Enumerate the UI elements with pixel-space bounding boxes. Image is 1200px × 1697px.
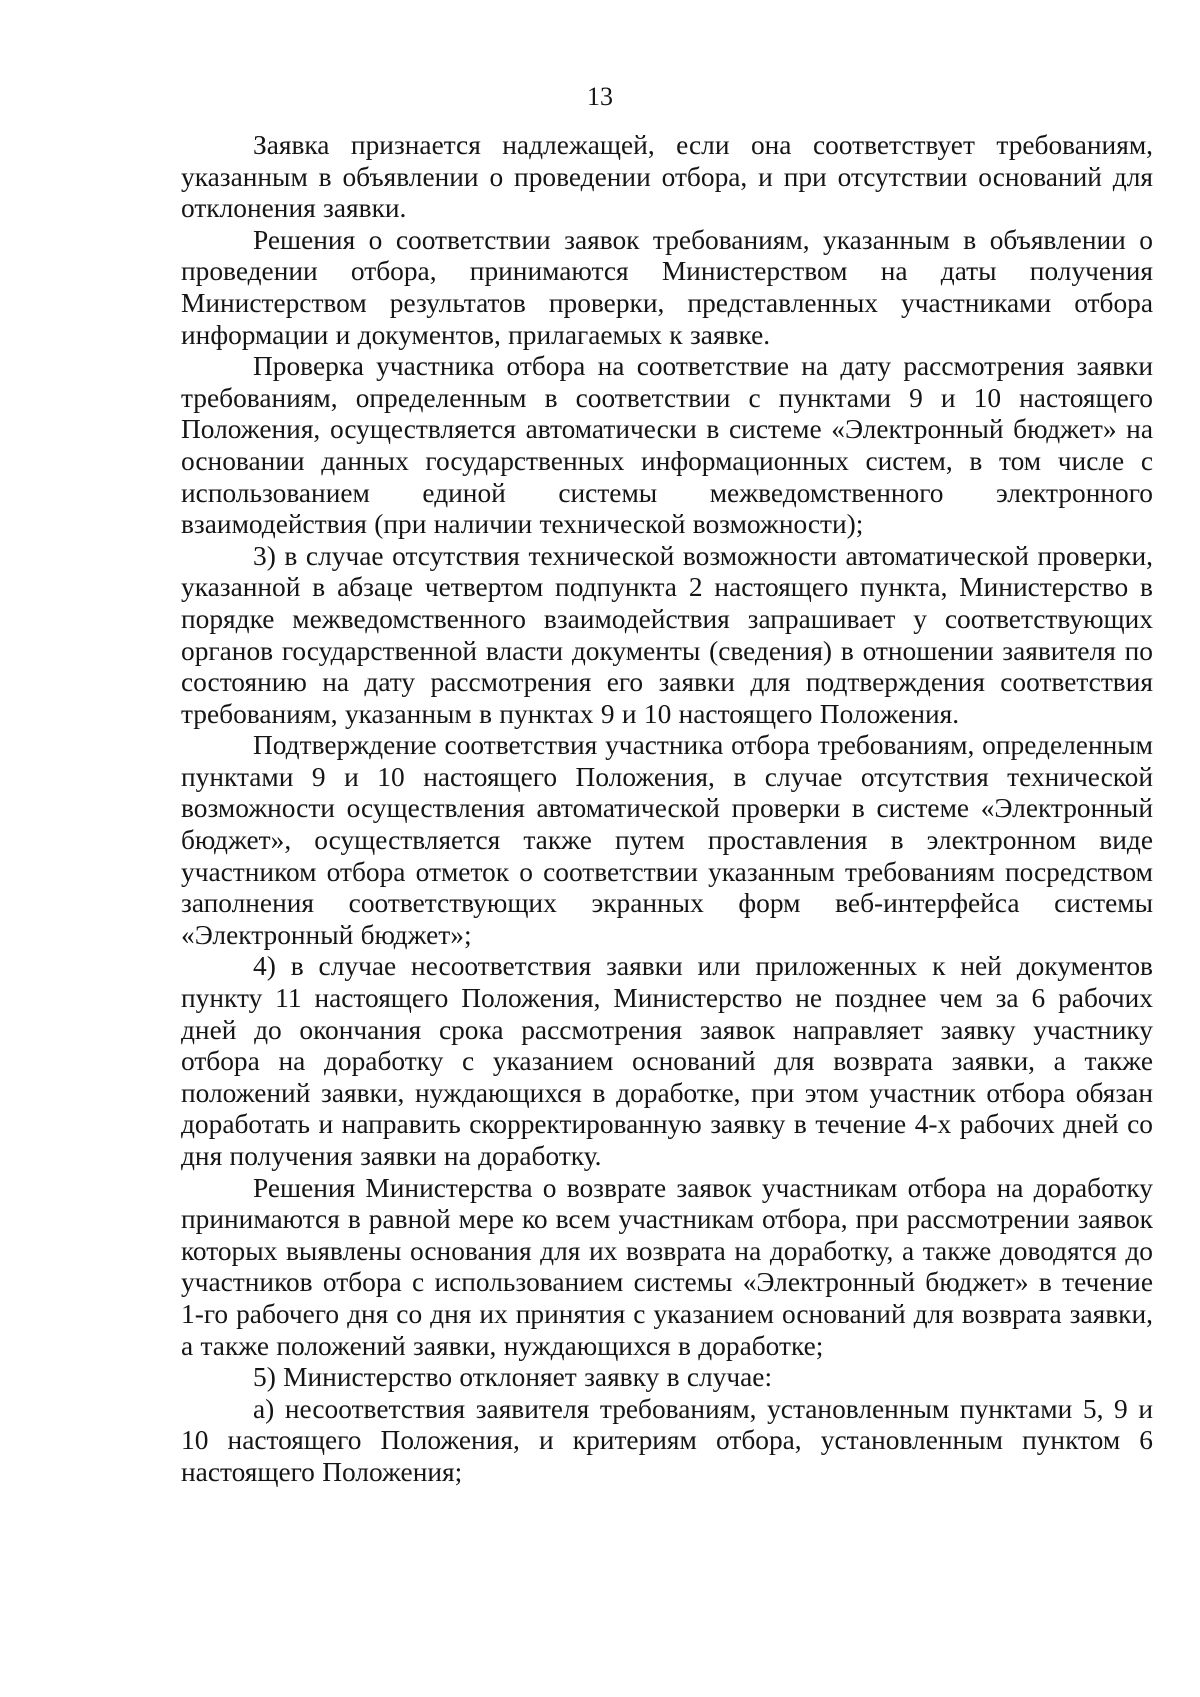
paragraph-return-decisions: Решения Министерства о возврате заявок участникам отбора на доработку принимаются в равной мере ко всем участникам отбора, при рассмотрении заявок которых выявлены основания для их возврата на доработку, а также доводятся до участников отбора с использованием системы «Электронный бюджет» в течение 1-го рабочего дня со дня их принятия с указанием оснований для возврата заявки, а также положений заявки, нуждающихся в доработке; — [181, 1172, 1153, 1361]
paragraph-item-4: 4) в случае несоответствия заявки или приложенных к ней документов пункту 11 настоящего Положения, Министерство не позднее чем за 6 рабочих дней до окончания срока рассмотрения заявок направляет заявку участнику отбора на доработку с указанием оснований для возврата заявки, а также положений заявки, нуждающихся в доработке, при этом участник отбора обязан доработать и направить скорректированную заявку в течение 4-х рабочих дней со дня получения заявки на доработку. — [181, 951, 1153, 1171]
paragraph-item-5: 5) Министерство отклоняет заявку в случае: — [253, 1362, 773, 1393]
paragraph-participant-check: Проверка участника отбора на соответствие на дату рассмотрения заявки требованиям, определенным в соответствии с пунктами 9 и 10 настоящего Положения, осуществляется автоматически в системе «Электронный бюджет» на основании данных государственных информационных систем, в том числе с использованием единой системы межведомственного электронного взаимодействия (при наличии технической возможности); — [181, 351, 1153, 540]
paragraph-application-proper: Заявка признается надлежащей, если она соответствует требованиям, указанным в объявлении о проведении отбора, и при отсутствии оснований для отклонения заявки. — [181, 130, 1153, 224]
paragraph-decisions-compliance: Решения о соответствии заявок требованиям, указанным в объявлении о проведении отбора, принимаются Министерством на даты получения Министерством результатов проверки, представленных участниками отбора информации и документов, прилагаемых к заявке. — [181, 224, 1153, 350]
paragraph-item-3: 3) в случае отсутствия технической возможности автоматической проверки, указанной в абзаце четвертом подпункта 2 настоящего пункта, Министерство в порядке межведомственного взаимодействия запрашивает у соответствующих органов государственной власти документы (сведения) в отношении заявителя по состоянию на дату рассмотрения его заявки для подтверждения соответствия требованиям, указанным в пунктах 9 и 10 настоящего Положения. — [181, 540, 1153, 729]
paragraph-item-5a: а) несоответствия заявителя требованиям, установленным пунктами 5, 9 и 10 настоящего Положения, и критериям отбора, установленным пунктом 6 настоящего Положения; — [181, 1393, 1153, 1487]
document-body — [181, 130, 1153, 1489]
page-number: 13 — [587, 82, 613, 111]
paragraph-confirmation: Подтверждение соответствия участника отбора требованиям, определенным пунктами 9 и 10 настоящего Положения, в случае отсутствия технической возможности осуществления автоматической проверки в системе «Электронный бюджет», осуществляется также путем проставления в электронном виде участником отбора отметок о соответствии указанным требованиям посредством заполнения соответствующих экранных форм веб-интерфейса системы «Электронный бюджет»; — [181, 730, 1153, 950]
